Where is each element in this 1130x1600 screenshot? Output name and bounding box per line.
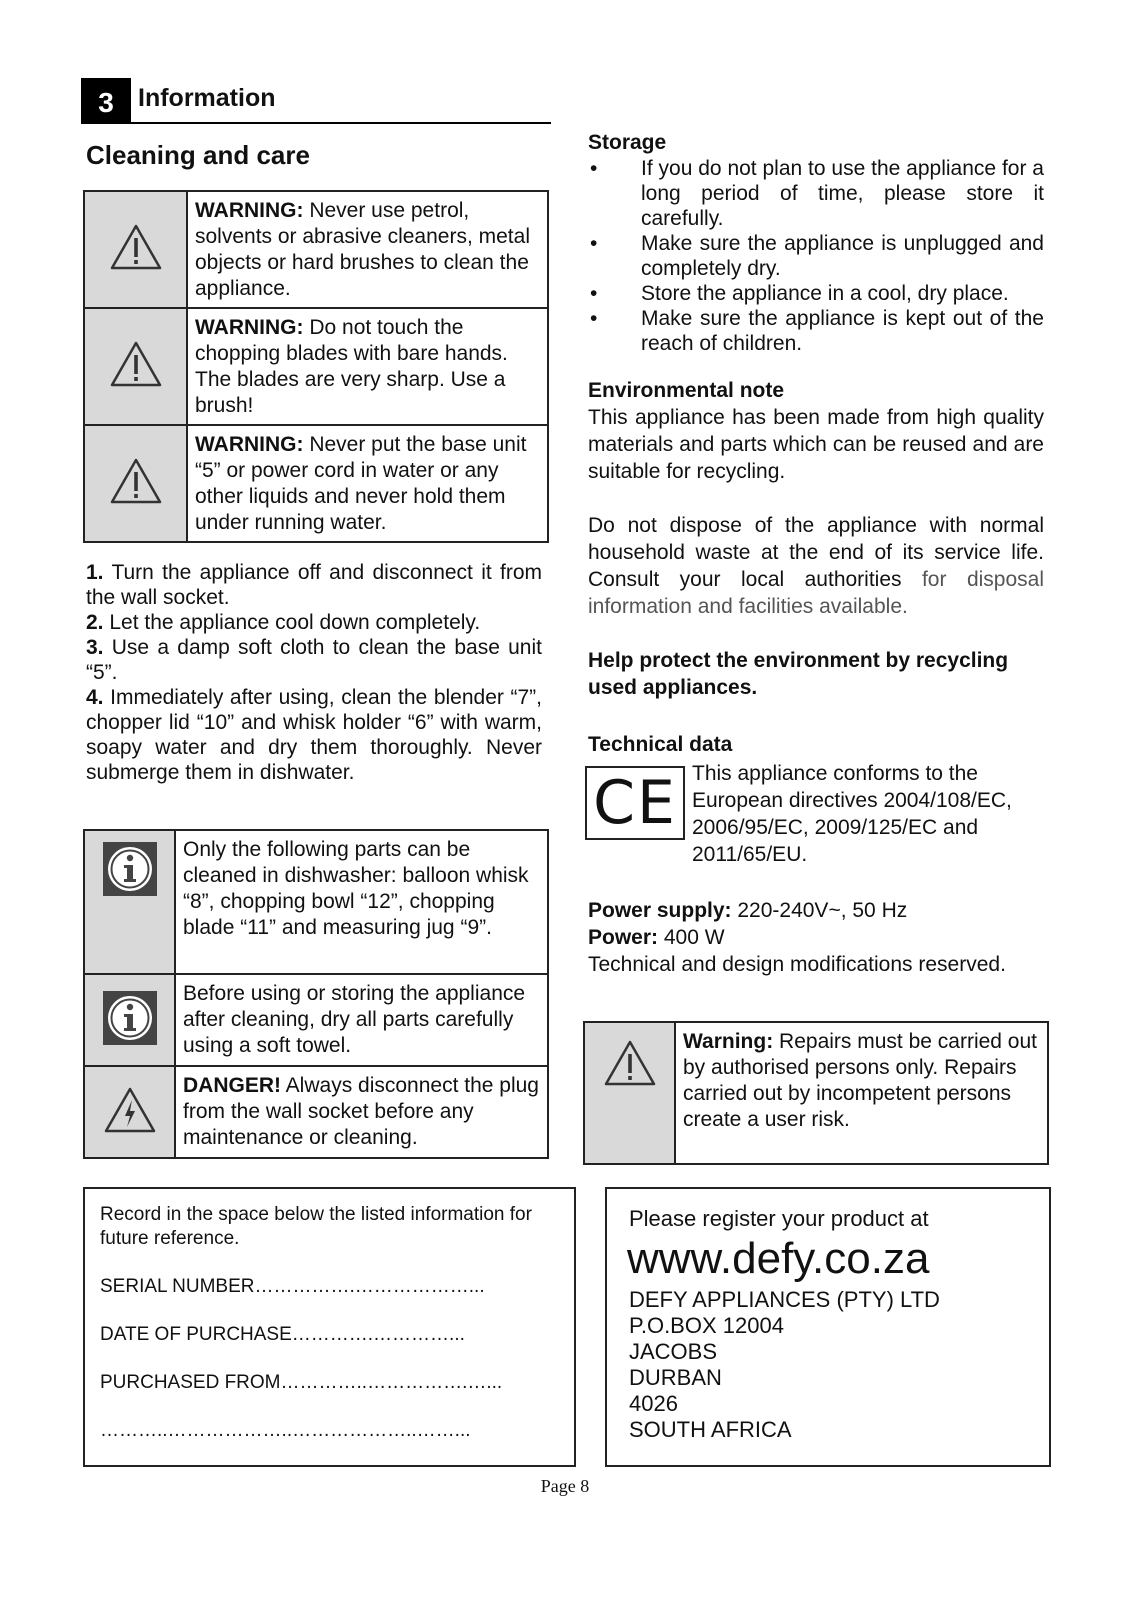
address-line: JACOBS — [629, 1339, 718, 1364]
date-of-purchase-line: DATE OF PURCHASE………….…………... — [100, 1324, 465, 1345]
warning-triangle-icon — [109, 223, 163, 271]
record-box — [83, 1187, 576, 1467]
repair-warning-table — [583, 1021, 1049, 1165]
record-intro: Record in the space below the listed information for future reference. — [100, 1204, 532, 1249]
step-1: 1. Turn the appliance off and disconnect it from the wall socket. — [86, 561, 542, 609]
serial-number-line: SERIAL NUMBER…………….………………... — [100, 1276, 485, 1297]
address-line: SOUTH AFRICA — [629, 1417, 792, 1442]
address-line: P.O.BOX 12004 — [629, 1313, 784, 1338]
warning-triangle-icon — [109, 340, 163, 388]
repair-warning-text: Warning: Repairs must be carried out by authorised persons only. Repairs carried out by incompetent persons create a user risk. — [675, 1022, 1048, 1164]
address-line: DEFY APPLIANCES (PTY) LTD — [629, 1287, 940, 1312]
step-3: 3. Use a damp soft cloth to clean the base unit “5”. — [86, 636, 542, 684]
section-number: 3 — [81, 78, 131, 122]
info-icon — [102, 990, 158, 1046]
info-icon-cell — [84, 974, 175, 1066]
warning-text-2: WARNING: Do not touch the chopping blades with bare hands. The blades are very sharp. Use a brush! — [187, 308, 548, 425]
environmental-heading: Environmental note — [588, 379, 785, 402]
electric-hazard-icon — [103, 1086, 157, 1134]
environmental-text-2: Do not dispose of the appliance with normal household waste at the end of its service life. Consult your local authorities for disposal information and facilities available. — [588, 514, 1044, 618]
page-number: Page 8 — [540, 1476, 590, 1496]
info-icon — [102, 841, 158, 897]
storage-item: • Store the appliance in a cool, dry place. — [590, 282, 1009, 305]
warning-icon-cell — [584, 1022, 675, 1164]
address-line: DURBAN — [629, 1365, 722, 1390]
company-address — [629, 1287, 940, 1443]
recycling-note: Help protect the environment by recycling used appliances. — [588, 649, 1009, 699]
info-table — [83, 829, 549, 1159]
register-box — [605, 1187, 1051, 1467]
power-info — [588, 897, 1044, 978]
storage-list — [588, 156, 1044, 356]
warning-icon-cell — [84, 308, 187, 425]
modifications-note: Technical and design modifications reserved. — [588, 953, 1006, 976]
warnings-table — [83, 190, 549, 543]
power-supply: Power supply: 220-240V~, 50 Hz — [588, 899, 908, 922]
step-4: 4. Immediately after using, clean the blender “7”, chopper lid “10” and whisk holder “6” with warm, soapy water and dry them thoroughly. Never submerge them in dishwater. — [86, 686, 542, 784]
warning-icon-cell — [84, 425, 187, 542]
danger-icon-cell — [84, 1066, 175, 1158]
step-2: 2. Let the appliance cool down completely. — [86, 611, 481, 634]
register-intro: Please register your product at — [629, 1206, 929, 1231]
environmental-section — [588, 377, 1044, 701]
technical-heading: Technical data — [588, 733, 733, 756]
warning-triangle-icon — [603, 1039, 657, 1087]
environmental-text-1: This appliance has been made from high quality materials and parts which can be reused and are suitable for recycling. — [588, 406, 1044, 483]
storage-item: • If you do not plan to use the appliance for a long period of time, please store it carefully. — [590, 157, 1044, 230]
info-text-2: Before using or storing the appliance after cleaning, dry all parts carefully using a soft towel. — [175, 974, 548, 1066]
warning-text-3: WARNING: Never put the base unit “5” or power cord in water or any other liquids and never hold them under running water. — [187, 425, 548, 542]
purchased-from-line: PURCHASED FROM…………..…………….…... — [100, 1372, 503, 1393]
warning-text-1: WARNING: Never use petrol, solvents or abrasive cleaners, metal objects or hard brushes to clean the appliance. — [187, 191, 548, 308]
info-icon-cell — [84, 830, 175, 974]
storage-heading: Storage — [588, 131, 667, 154]
danger-text: DANGER! Always disconnect the plug from the wall socket before any maintenance or cleaning. — [175, 1066, 548, 1158]
blank-line: ………..………………..………………..……... — [100, 1420, 471, 1441]
section-header — [81, 78, 551, 124]
info-text-1: Only the following parts can be cleaned in dishwasher: balloon whisk “8”, chopping bowl “12”, chopping blade “11” and measuring jug “9”. — [175, 830, 548, 974]
storage-item: • Make sure the appliance is unplugged and completely dry. — [590, 232, 1044, 280]
storage-section — [588, 130, 1044, 356]
address-line: 4026 — [629, 1391, 678, 1416]
register-url[interactable]: www.defy.co.za — [627, 1234, 930, 1283]
cleaning-steps — [86, 560, 542, 785]
warning-triangle-icon — [109, 457, 163, 505]
warning-icon-cell — [84, 191, 187, 308]
ce-mark-box — [585, 766, 685, 840]
ce-conformity-text: This appliance conforms to the European directives 2004/108/EC, 2006/95/EC, 2009/125/EC and 2011/65/EU. — [692, 762, 1012, 866]
cleaning-heading: Cleaning and care — [86, 140, 310, 170]
section-title: Information — [138, 84, 276, 112]
power-rating: Power: 400 W — [588, 926, 725, 949]
storage-item: • Make sure the appliance is kept out of the reach of children. — [590, 307, 1044, 355]
ce-mark: CE — [593, 768, 677, 838]
